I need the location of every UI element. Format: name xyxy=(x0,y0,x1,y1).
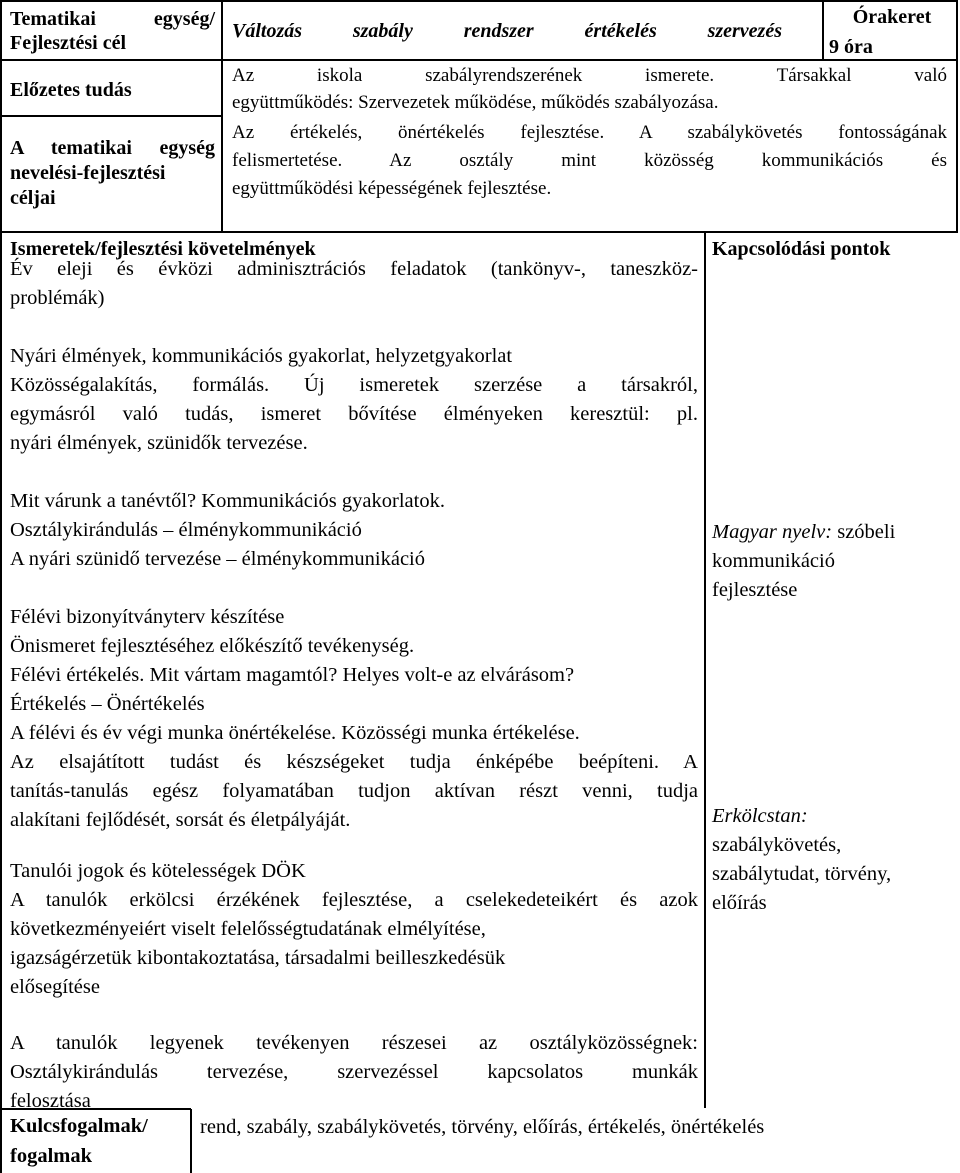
text-line: Osztálykirándulás – élménykommunikáció xyxy=(10,519,362,541)
kapcsolodasi-header: Kapcsolódási pontok xyxy=(712,238,891,260)
grid-line xyxy=(0,231,958,233)
elozetes-tudas-label: Előzetes tudás xyxy=(10,79,132,101)
text-line: A nyári szünidő tervezése – élménykommunikáció xyxy=(10,548,426,570)
table-border-top xyxy=(0,0,958,2)
text-line: Félévi bizonyítványterv készítése xyxy=(10,606,285,628)
kapcsolodas-magyar xyxy=(712,518,952,605)
kapcsolodas-erkolcstan xyxy=(712,802,952,918)
text-line: együttműködés: Szervezetek működése, működés szabályozása. xyxy=(232,92,719,113)
page-title: Változás szabály rendszer értékelés szervezés xyxy=(232,20,782,42)
tematikai-egyseg-label xyxy=(10,8,215,54)
text-line: nyári élmények, szünidők tervezése. xyxy=(10,432,308,454)
label-line: Tematikai egység/ xyxy=(10,8,215,30)
text-line: Osztálykirándulás tervezése, szervezéssel kapcsolatos munkák xyxy=(10,1061,698,1083)
grid-line xyxy=(0,115,222,117)
grid-line xyxy=(190,1109,192,1173)
text-line: Tanulói jogok és kötelességek DÖK xyxy=(10,860,306,882)
text-line: kommunikáció xyxy=(712,550,835,572)
text-line: Az iskola szabályrendszerének ismerete. Társakkal való xyxy=(232,65,947,86)
text-line: együttműködési képességének fejlesztése. xyxy=(232,178,552,199)
celok-text xyxy=(232,122,947,200)
grid-line xyxy=(822,0,824,60)
text-line: előírás xyxy=(712,892,767,914)
content-block xyxy=(10,342,698,458)
text-line: szabálykövetés, xyxy=(712,834,842,856)
text-line: Értékelés – Önértékelés xyxy=(10,693,205,715)
text-line: Év eleji és évközi adminisztrációs feladatok (tankönyv-, taneszköz- xyxy=(10,258,698,280)
text-line: felismertetése. Az osztály mint közösség kommunikációs és xyxy=(232,150,947,171)
subject-label: Erkölcstan: xyxy=(712,805,808,827)
orakeret-label: Órakeret xyxy=(852,6,932,28)
text-line: Félévi értékelés. Mit vártam magamtól? Helyes volt-e az elvárásom? xyxy=(10,664,575,686)
content-block xyxy=(10,1029,698,1116)
content-block xyxy=(10,487,698,574)
text-line: A tanulók legyenek tevékenyen részesei az osztályközösségnek: xyxy=(10,1032,698,1054)
text-line: Az értékelés, önértékelés fejlesztése. A szabálykövetés fontosságának xyxy=(232,122,947,143)
text-line: következményeiért viselt felelősségtudatának elmélyítése, xyxy=(10,918,486,940)
text-line xyxy=(712,518,952,547)
celok-label xyxy=(10,137,215,209)
grid-line xyxy=(0,59,958,61)
text-line: Nyári élmények, kommunikációs gyakorlat, helyzetgyakorlat xyxy=(10,345,513,367)
content-block xyxy=(10,603,698,835)
text-line: egymásról való tudás, ismeret bővítése élményeken keresztül: pl. xyxy=(10,403,698,425)
label-line: Fejlesztési cél xyxy=(10,32,127,54)
label-line: Kulcsfogalmak/ xyxy=(10,1115,148,1137)
text-line: Közösségalakítás, formálás. Új ismeretek szerzése a társakról, xyxy=(10,374,698,396)
table-border-left xyxy=(0,0,2,1173)
text-line: elősegítése xyxy=(10,976,100,998)
table-border-right xyxy=(956,0,958,232)
text-line: A félévi és év végi munka önértékelése. Közösségi munka értékelése. xyxy=(10,722,580,744)
content-block xyxy=(10,255,698,313)
ismeretek-header: Ismeretek/fejlesztési követelmények xyxy=(10,238,316,260)
label-line: A tematikai egység xyxy=(10,137,215,159)
content-block xyxy=(10,857,698,1002)
text-line: A tanulók erkölcsi érzékének fejlesztése, a cselekedeteikért és azok xyxy=(10,889,698,911)
text-line: igazságérzetük kibontakoztatása, társadalmi beilleszkedésük xyxy=(10,947,506,969)
subject-label: Magyar nyelv: xyxy=(712,521,833,543)
kulcsfogalmak-value: rend, szabály, szabálykövetés, törvény, előírás, értékelés, önértékelés xyxy=(200,1116,765,1138)
text-line: fejlesztése xyxy=(712,579,798,601)
subject-text: szóbeli xyxy=(832,521,896,543)
label-line: fogalmak xyxy=(10,1145,92,1167)
orakeret-value: 9 óra xyxy=(829,36,873,58)
kulcsfogalmak-label xyxy=(10,1112,185,1171)
text-line: Az elsajátított tudást és készségeket tudja énképébe beépíteni. A xyxy=(10,751,698,773)
text-line: Önismeret fejlesztéséhez előkészítő tevékenység. xyxy=(10,635,415,657)
text-line: alakítani fejlődését, sorsát és életpályáját. xyxy=(10,809,351,831)
text-line: felosztása xyxy=(10,1090,91,1112)
text-line: problémák) xyxy=(10,287,105,309)
elozetes-tudas-text xyxy=(232,65,947,114)
label-line: nevelési-fejlesztési xyxy=(10,162,166,184)
grid-line xyxy=(704,232,706,1108)
text-line: szabálytudat, törvény, xyxy=(712,863,892,885)
text-line: tanítás-tanulás egész folyamatában tudjon aktívan részt venni, tudja xyxy=(10,780,698,802)
text-line: Mit várunk a tanévtől? Kommunikációs gyakorlatok. xyxy=(10,490,445,512)
label-line: céljai xyxy=(10,187,56,209)
